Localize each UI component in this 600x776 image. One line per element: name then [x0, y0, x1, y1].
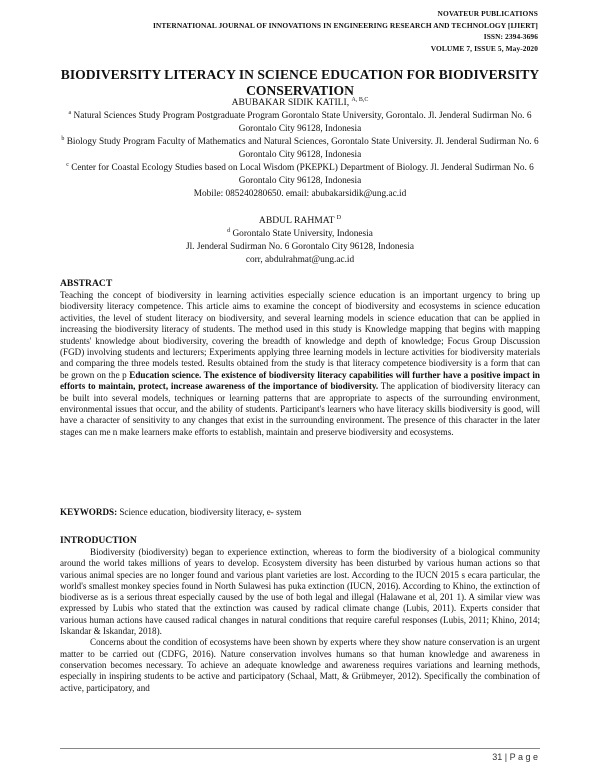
affiliation-c-sup: c [66, 161, 69, 168]
author-1-contact: Mobile: 085240280650. email: abubakarsidik@ung.ac.id [193, 189, 407, 199]
affiliation-d [60, 228, 540, 241]
abstract-text-2: The application of biodiversity literacy can be built into several models, techniques or learning patterns that are appropriate to aspects of the surrounding environment, environmental issues that occur, and the ability of students. Participant's learners who have literacy skills biodiversity is good, will have a character of sensitivity to any changes that exist in the surrounding environment. The presence of this character in the later stages can me n make learners make efforts to establish, maintain and preserve biodiversity and ecosystems. [60, 381, 540, 437]
page-number: 31 | P a g e [492, 752, 538, 762]
introduction-paragraph-2: Concerns about the condition of ecosystems have been shown by experts where they show nature conservation is an urgent matter to be carried out (CDFG, 2016). Nature conservation involves humans so that human knowledge and awareness in conservation becomes necessary. To achieve an adequate knowledge and awareness requires variations and learning methods, especially in inspiring students to be active and participatory (Schaal, Matt, & Grübmeyer, 2012). Specifically the combination of active, participatory, and [60, 637, 540, 693]
abstract-heading: ABSTRACT [60, 278, 113, 289]
affiliation-d-sup: d [227, 227, 231, 234]
author-2-sup: D [336, 214, 342, 221]
author-2-name: ABDUL RAHMAT [258, 215, 335, 226]
volume-issue: VOLUME 7, ISSUE 5, May-2020 [430, 43, 538, 53]
author-1-name: ABUBAKAR SIDIK KATILI, [231, 97, 350, 108]
keywords-text: Science education, biodiversity literacy, e- system [117, 507, 302, 517]
journal-name: INTERNATIONAL JOURNAL OF INNOVATIONS IN ENGINEERING RESEARCH AND TECHNOLOGY [IJIERT] [152, 20, 538, 30]
author-1-sup: A, B,C [351, 96, 369, 103]
publisher-name: NOVATEUR PUBLICATIONS [437, 9, 538, 18]
introduction-section [60, 535, 540, 694]
keywords-line [60, 507, 540, 518]
affiliation-a [60, 110, 540, 135]
affiliation-c [60, 162, 540, 187]
abstract-body [60, 290, 540, 438]
author-2 [60, 215, 540, 228]
keywords-label: KEYWORDS: [60, 507, 118, 517]
affiliation-a-text: Natural Sciences Study Program Postgraduate Program Gorontalo State University, Gorontalo. Jl. Jenderal Sudirman No. 6 Gorontalo City 96128, Indonesia [73, 111, 532, 134]
affiliation-b-text: Biology Study Program Faculty of Mathematics and Natural Sciences, Gorontalo State University. Jl. Jenderal Sudirman No. 6 Gorontalo City 96128, Indonesia [66, 137, 539, 160]
introduction-paragraph-1: Biodiversity (biodiversity) began to experience extinction, whereas to form the biodiversity of a biological community around the world takes millions of years to develop. Ecosystem diversity has been disturbed by various human actions so that various animal species are no longer found and various plant varieties are lost. According to the IUCN 2015 s ecara particular, the world's smallest monkey species found in North Sulawesi has puka extinction (IUCN, 2016). According to Khino, the extinction of biodiverse as is a serious threat especially caused by the use of both legal and illegal (Halawane et al, 201 1). A similar view was expressed by Lubis who stated that the extinction was caused by radical climate change (Lubis, 2011). Experts consider that various human actions have caused radical changes in natural conditions that require careful responses (Lubis, 2011; Khino, 2014; Iskandar & Iskandar, 2018). [60, 547, 540, 637]
affiliation-d-text: Gorontalo State University, Indonesia [232, 229, 373, 239]
author-2-email: corr, abdulrahmat@ung.ac.id [245, 255, 355, 265]
abstract-text-1: Teaching the concept of biodiversity in learning activities especially science education is an important urgency to bring up biodiversity literacy competence. This article aims to examine the concept of biodiversity and ecosystems in science education activities, the level of student literacy on biodiversity, and several learning models in science education that can be applied in increasing the biodiversity literacy of students. The method used in this study is Knowledge mapping that begins with mapping students' knowledge about biodiversity, covering the breadth of knowledge and depth of knowledge; Focus Group Discussion (FGD) involving students and lecturers; Experiments applying three learning models in lecture activities for biodiversity materials and comparing the three models tested. Results obtained from the study is that literacy competence biodiversity is a form that can be grown on the p [60, 290, 540, 380]
author-1 [60, 97, 540, 110]
affiliation-b [60, 136, 540, 161]
author-2-address: Jl. Jenderal Sudirman No. 6 Gorontalo City 96128, Indonesia [185, 242, 414, 252]
affiliation-c-text: Center for Coastal Ecology Studies based on Local Wisdom (PKEPKL) Department of Biology. Jl. Jenderal Sudirman No. 6 Gorontalo City 96128, Indonesia [71, 163, 534, 186]
journal-header [153, 8, 538, 54]
footer-rule [60, 748, 540, 749]
issn: ISSN: 2394-3696 [483, 32, 538, 42]
affiliation-b-sup: b [61, 135, 65, 142]
abstract-section [60, 278, 540, 438]
abstract-text-bold: Education science. The existence of biodiversity literacy capabilities will further have a positive impact in efforts to maintain, protect, increase awareness of the importance of biodiversity. [60, 369, 540, 392]
affiliation-a-sup: a [68, 109, 72, 116]
paper-title: BIODIVERSITY LITERACY IN SCIENCE EDUCATION FOR BIODIVERSITY CONSERVATION [60, 67, 540, 98]
introduction-heading: INTRODUCTION [60, 535, 137, 546]
